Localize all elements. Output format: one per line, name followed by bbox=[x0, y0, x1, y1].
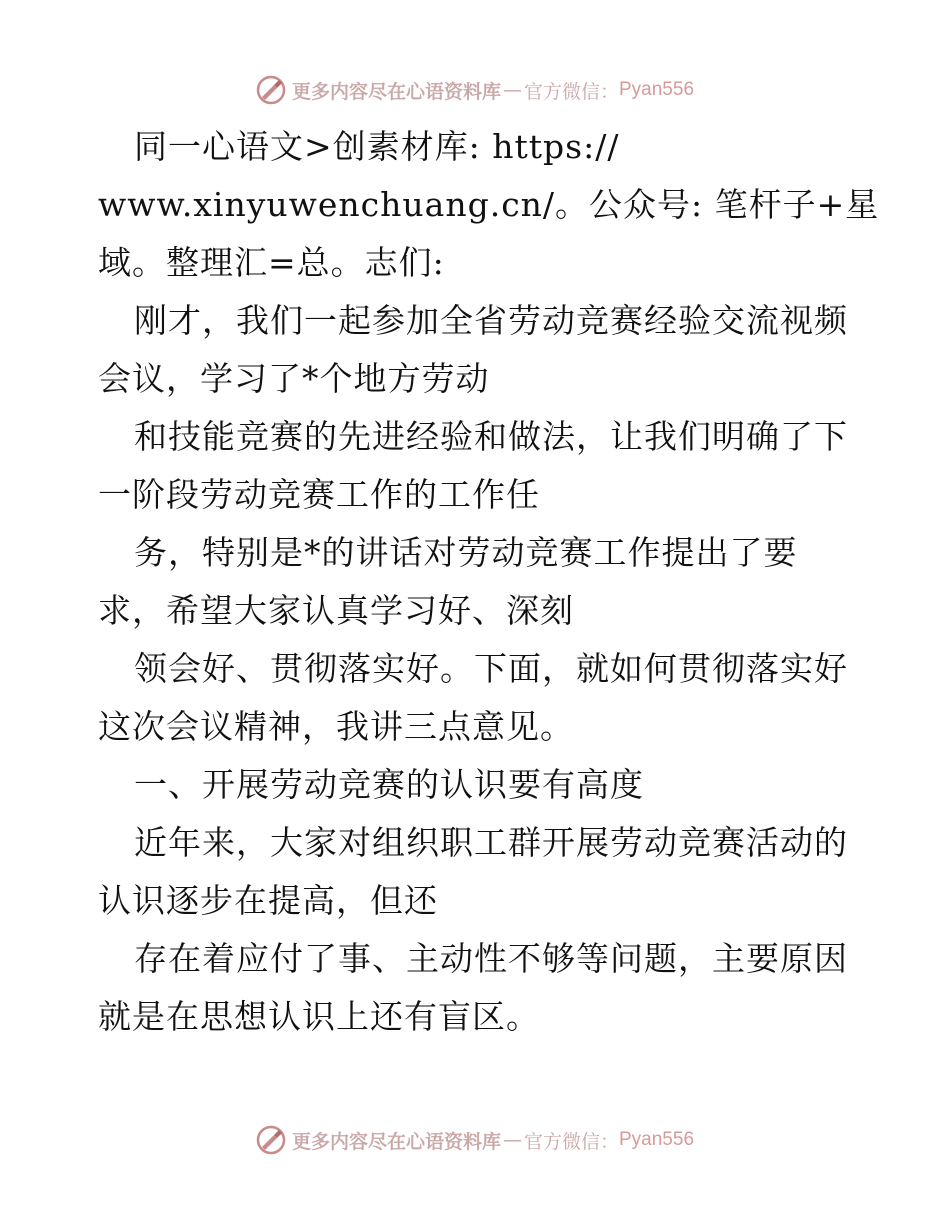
watermark-separator: — bbox=[502, 79, 522, 101]
text-line: 务，特别是*的讲话对劳动竞赛工作提出了要 bbox=[134, 533, 798, 572]
watermark-wechat-id: Pyan556 bbox=[619, 79, 695, 100]
text-line: 近年来，大家对组织职工群开展劳动竞赛活动的 bbox=[134, 823, 848, 862]
text-line: www.xinyuwenchuang.cn/。公众号: 笔杆子+星 bbox=[98, 185, 880, 224]
text-line: 一阶段劳动竞赛工作的工作任 bbox=[98, 475, 540, 514]
text-line: 领会好、贯彻落实好。下面，就如何贯彻落实好 bbox=[134, 649, 848, 688]
text-line: 存在着应付了事、主动性不够等问题，主要原因 bbox=[134, 939, 848, 978]
text-line: 同一心语文>创素材库: https:// bbox=[134, 127, 620, 166]
text-line: 和技能竞赛的先进经验和做法，让我们明确了下 bbox=[134, 417, 848, 456]
watermark-sub-text: 官方微信： bbox=[523, 80, 619, 103]
header-watermark bbox=[0, 70, 950, 110]
watermark-sub-text: 官方微信： bbox=[523, 1130, 619, 1153]
text-line: 刚才，我们一起参加全省劳动竞赛经验交流视频 bbox=[134, 301, 848, 340]
text-line: 这次会议精神，我讲三点意见。 bbox=[98, 707, 574, 746]
watermark-wechat-id: Pyan556 bbox=[619, 1129, 695, 1150]
document-body bbox=[98, 118, 880, 1046]
text-line: 求，希望大家认真学习好、深刻 bbox=[98, 591, 574, 630]
footer-watermark bbox=[0, 1120, 950, 1160]
section-heading: 一、开展劳动竞赛的认识要有高度 bbox=[134, 765, 644, 804]
text-line: 会议，学习了*个地方劳动 bbox=[98, 359, 490, 398]
watermark-main-text: 更多内容尽在心语资料库 bbox=[291, 1130, 501, 1153]
watermark-separator: — bbox=[502, 1129, 522, 1151]
text-line: 就是在思想认识上还有盲区。 bbox=[98, 997, 540, 1036]
text-line: 域。整理汇=总。志们: bbox=[98, 243, 445, 282]
pen-logo-icon bbox=[256, 75, 286, 105]
watermark-main-text: 更多内容尽在心语资料库 bbox=[291, 80, 501, 103]
pen-logo-icon bbox=[256, 1125, 286, 1155]
text-line: 认识逐步在提高，但还 bbox=[98, 881, 438, 920]
